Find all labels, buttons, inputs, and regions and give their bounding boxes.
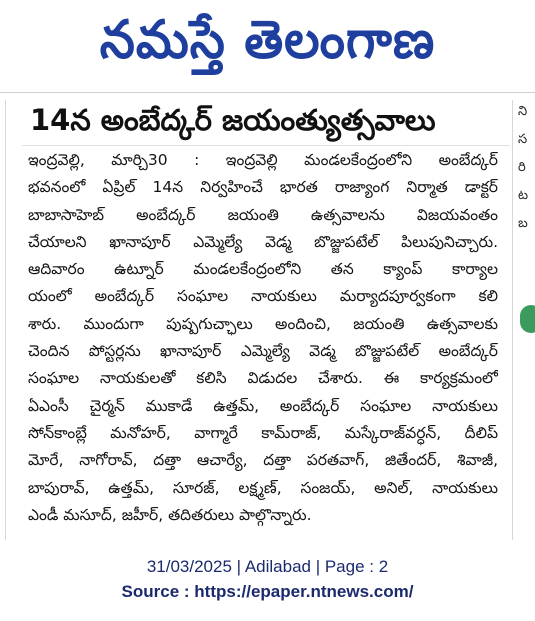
adjacent-fragment: స [518,132,528,147]
article-headline: 14న అంబేద్కర్ జయంత్యుత్సవాలు [30,103,436,137]
footer-source: Source : https://epaper.ntnews.com/ [121,582,414,601]
article-line: మోరే, నాగోరావ్, దత్తా ఆచార్యే, దత్తా పరతవాగ్, జితేందర్, శివాజీ, [28,451,498,470]
article-line: సంఘాల నాయకులతో కలిసి విడుదల చేశారు. ఈ కార్యక్రమంలో [28,369,498,388]
adjacent-column-edge [516,100,535,540]
article-line: ఇంద్రవెల్లి, మార్చి30 : ఇంద్రవెల్లి మండలకేంద్రంలోని అంబేద్కర్ [28,151,498,169]
footer [0,556,535,603]
footer-date-edition: 31/03/2025 | Adilabad | Page : 2 [146,557,389,576]
article-line: ఏఎంసీ చైర్మన్ ముకాడే ఉత్తమ్, అంబేద్కర్ సంఘాల నాయకులు [28,396,498,415]
column-divider-right [512,100,513,540]
adjacent-green-graphic [520,305,535,333]
headline-divider [22,145,510,146]
article-line: సోన్‌కాంబ్లే మనోహర్, వాగ్మారే కామ్‌రాజ్, మస్కేరాజ్‌వర్ధన్, దీలిప్ [28,423,498,442]
article-line: చేయాలని ఖానాపూర్ ఎమ్మెల్యే వెడ్మ బొజ్జుపటేల్ పిలుపునిచ్చారు. [28,232,498,251]
adjacent-fragment: ట [518,188,529,203]
article-line: యంలో అంబేద్కర్ సంఘాల నాయకులు మర్యాదపూర్వకంగా కలి [28,287,498,306]
article-line: భవనంలో ఏప్రిల్ 14న నిర్వహించే భారత రాజ్యాంగ నిర్మాత డాక్టర్ [28,178,498,197]
article-line: ఎండీ మసూద్, జహీర్, తదితరులు పాల్గొన్నారు. [28,505,312,524]
article-line: చెందిన పోస్టర్లను ఖానాపూర్ ఎమ్మెల్యే వెడ్మ బొజ్జుపటేల్ అంబేద్కర్ [28,342,498,361]
article-line: ఆదివారం ఉట్నూర్ మండలకేంద్రంలోని తన క్యాంప్ కార్యాల [28,260,498,279]
column-divider-left [5,100,6,540]
adjacent-fragment: రి [518,160,526,175]
article-line: బాబాసాహెబ్ అంబేద్కర్ జయంతి ఉత్సవాలను విజయవంతం [28,205,498,224]
article-body [28,147,498,529]
masthead [0,0,535,92]
article-line: శారు. ముందుగా పుష్పగుచ్ఛాలు అందించి, జయంతి ఉత్సవాలకు [28,314,498,333]
adjacent-fragment: బ [518,216,528,231]
article-line: బాపురావ్, ఉత్తమ్, సూరజ్, లక్ష్మణ్, సంజయ్, అనిల్, నాయకులు [28,478,498,497]
newspaper-title: నమస్తే తెలంగాణ [99,8,436,70]
adjacent-fragment: ని [518,104,528,119]
